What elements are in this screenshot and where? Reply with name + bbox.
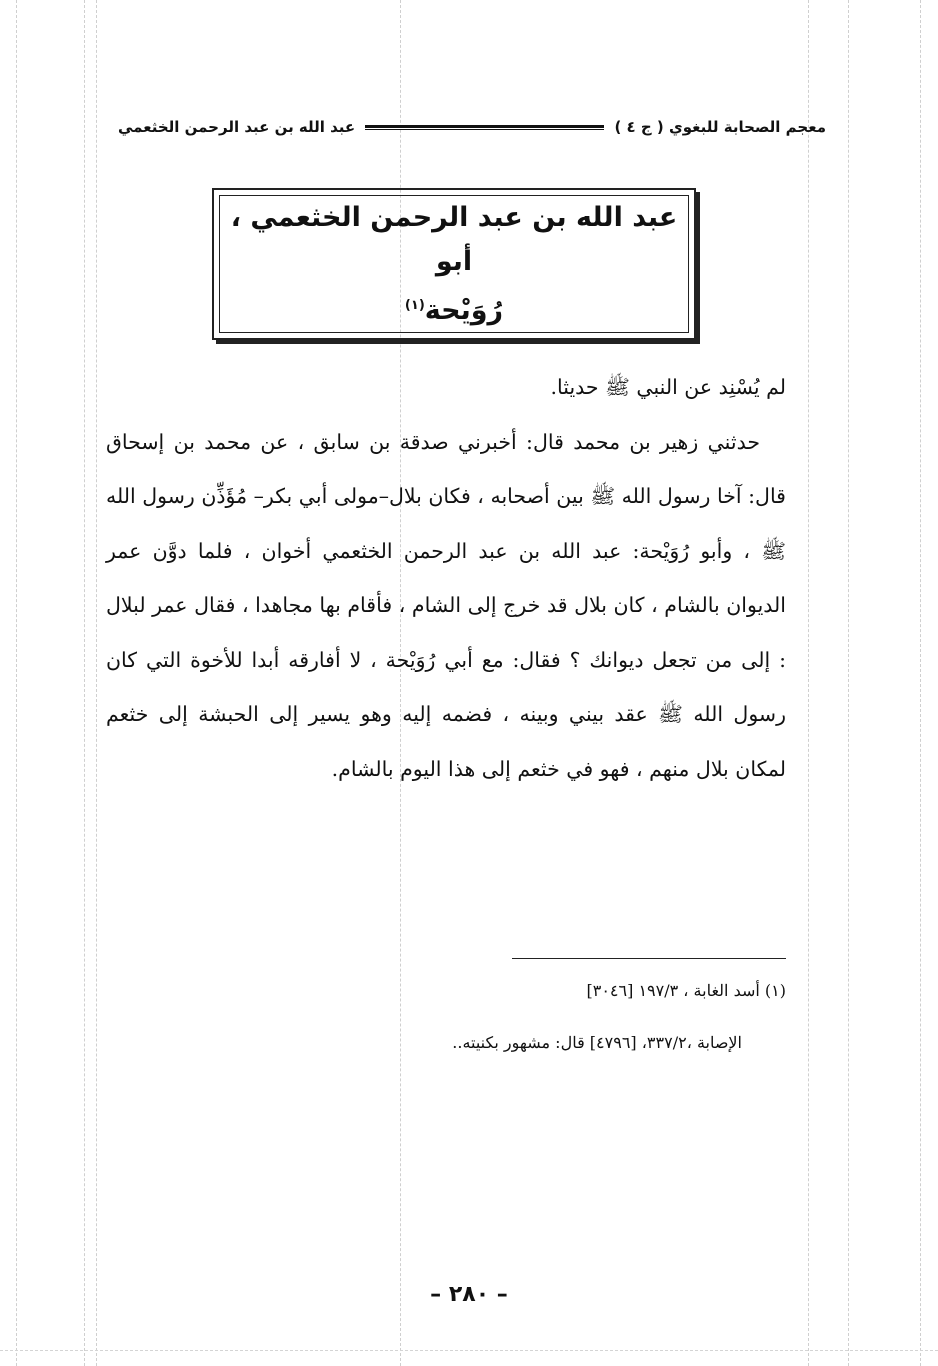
guide-line xyxy=(96,0,97,1366)
guide-line xyxy=(848,0,849,1366)
guide-line xyxy=(808,0,809,1366)
entry-title-line2 xyxy=(405,284,503,333)
entry-title-box xyxy=(212,188,696,340)
paragraph-2: حدثني زهير بن محمد قال: أخبرني صدقة بن سابق ، عن محمد بن إسحاق قال: آخا رسول الله ﷺ بين أصحابه ، فكان بلال–مولى أبي بكر– مُؤَذِّن رسول الله ﷺ ، وأبو رُوَيْحة: عبد الله بن عبد الرحمن الخثعمي أخوان ، فلما دوَّن عمر الديوان بالشام ، كان بلال قد خرج إلى الشام ، فأقام بها مجاهدا ، فقال عمر لبلال : إلى من تجعل ديوانك ؟ فقال: مع أبي رُوَيْحة ، لا أفارقه أبدا للأخوة التي كان رسول الله ﷺ عقد بيني وبينه ، فضمه إليه وهو يسير إلى الحبشة إلى خثعم لمكان بلال منهم ، فهو في خثعم إلى هذا اليوم بالشام. xyxy=(106,429,786,781)
footnote-2: الإصابة ،٣٣٧/٢، [٤٧٩٦] قال: مشهور بكنيته.. xyxy=(452,1033,742,1052)
page-number: – ٢٨٠ – xyxy=(430,1282,508,1307)
header-book-title: معجم الصحابة للبغوي ( ج ٤ ) xyxy=(614,118,826,136)
footnote-marker: (١) xyxy=(404,297,425,313)
entry-title-line1: عبد الله بن عبد الرحمن الخثعمي ، أبو xyxy=(230,201,678,277)
body-text xyxy=(106,360,786,796)
paragraph-1: لم يُسْنِد عن النبي ﷺ حديثا. xyxy=(550,375,786,399)
footnote-separator xyxy=(512,958,786,959)
running-header xyxy=(118,112,826,142)
header-entry-title: عبد الله بن عبد الرحمن الخثعمي xyxy=(118,118,356,136)
guide-line xyxy=(920,0,921,1366)
header-rule xyxy=(365,125,604,130)
guide-line xyxy=(16,0,17,1366)
entry-title-kunya: رُوَيْحة xyxy=(424,294,504,326)
guide-line xyxy=(84,0,85,1366)
footnote-1: (١) أسد الغابة ، ١٩٧/٣ [٣٠٤٦] xyxy=(586,981,786,1000)
guide-line xyxy=(0,1350,938,1351)
